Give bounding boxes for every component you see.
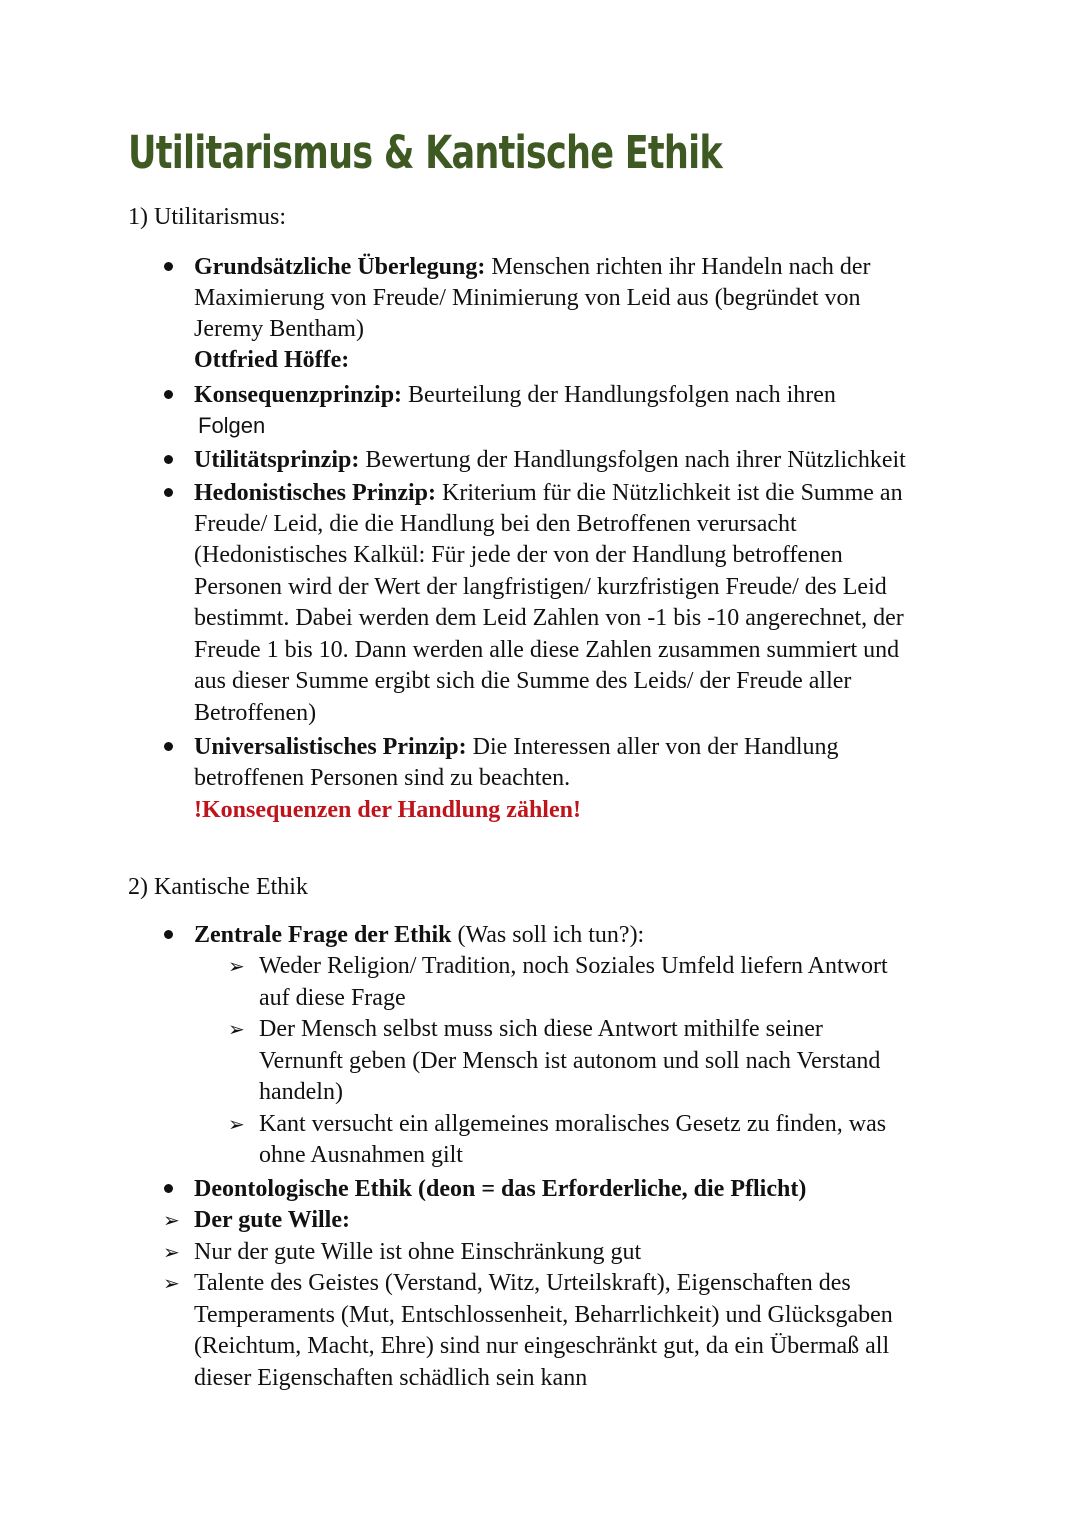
text-line: Freude/ Leid, die die Handlung bei den Betroffenen verursacht: [194, 511, 797, 537]
list-item-text: Talente des Geistes (Verstand, Witz, Urteilskraft), Eigenschaften des: [194, 1270, 851, 1296]
term: Deontologische Ethik (deon = das Erforderliche, die Pflicht): [194, 1176, 807, 1202]
page-title: Utilitarismus & Kantische Ethik: [128, 126, 722, 179]
text-line: betroffenen Personen sind zu beachten.: [194, 765, 571, 791]
list-item-utilitaetsprinzip: [194, 445, 906, 476]
bullet-icon: [164, 930, 173, 939]
list-item-grundsaetzliche-ueberlegung: [194, 252, 871, 283]
text: Kriterium für die Nützlichkeit ist die Summe an: [442, 480, 903, 506]
text-line: Betroffenen): [194, 700, 317, 726]
text-line: aus dieser Summe ergibt sich die Summe des Leids/ der Freude aller: [194, 668, 852, 694]
bullet-icon: [164, 742, 173, 751]
text-line: bestimmt. Dabei werden dem Leid Zahlen von -1 bis -10 angerechnet, der: [194, 605, 904, 631]
subheading-hoeffe: [194, 345, 349, 376]
text-line: Folgen: [198, 413, 266, 438]
text-line: ohne Ausnahmen gilt: [259, 1142, 463, 1168]
text-line: Temperaments (Mut, Entschlossenheit, Beharrlichkeit) und Glücksgaben: [194, 1302, 893, 1328]
sub-item-text: Kant versucht ein allgemeines moralisches Gesetz zu finden, was: [259, 1111, 887, 1137]
term: Der gute Wille:: [194, 1207, 350, 1233]
list-item-deontologische-ethik: [194, 1174, 806, 1205]
list-item-hedonistisches-prinzip: [194, 478, 903, 509]
term: Zentrale Frage der Ethik: [194, 922, 452, 948]
section-heading-kantische-ethik: 2) Kantische Ethik: [128, 874, 308, 900]
text-line: dieser Eigenschaften schädlich sein kann: [194, 1365, 588, 1391]
text-line: auf diese Frage: [259, 985, 406, 1011]
text-line: Maximierung von Freude/ Minimierung von Leid aus (begründet von: [194, 285, 861, 311]
term: Universalistisches Prinzip:: [194, 734, 467, 760]
list-item-konsequenzprinzip: [194, 380, 836, 411]
text-line: Freude 1 bis 10. Dann werden alle diese Zahlen zusammen summiert und: [194, 637, 900, 663]
text-line: (Reichtum, Macht, Ehre) sind nur eingeschränkt gut, da ein Übermaß all: [194, 1333, 890, 1359]
text-line: handeln): [259, 1079, 343, 1105]
arrow-bullet-icon: ➢: [228, 954, 245, 978]
sub-item-text: Der Mensch selbst muss sich diese Antwort mithilfe seiner: [259, 1016, 823, 1042]
term: Konsequenzprinzip:: [194, 382, 403, 408]
arrow-bullet-icon: ➢: [228, 1017, 245, 1041]
text-line: (Hedonistisches Kalkül: Für jede der von der Handlung betroffenen: [194, 542, 843, 568]
section-heading-utilitarismus: 1) Utilitarismus:: [128, 204, 286, 230]
list-item-guter-wille: [194, 1205, 350, 1236]
text: (Was soll ich tun?):: [457, 922, 645, 948]
text: Bewertung der Handlungsfolgen nach ihrer Nützlichkeit: [365, 447, 906, 473]
term: Hedonistisches Prinzip:: [194, 480, 437, 506]
list-item-text: Nur der gute Wille ist ohne Einschränkung gut: [194, 1239, 642, 1265]
text-line: Vernunft geben (Der Mensch ist autonom und soll nach Verstand: [259, 1048, 881, 1074]
bullet-icon: [164, 262, 173, 271]
arrow-bullet-icon: ➢: [228, 1112, 245, 1136]
sub-item-text: Weder Religion/ Tradition, noch Soziales Umfeld liefern Antwort: [259, 953, 888, 979]
bullet-icon: [164, 390, 173, 399]
arrow-bullet-icon: ➢: [163, 1208, 180, 1232]
text-line: Jeremy Bentham): [194, 316, 364, 342]
term: Grundsätzliche Überlegung:: [194, 254, 486, 280]
term: Utilitätsprinzip:: [194, 447, 360, 473]
bullet-icon: [164, 488, 173, 497]
text-line: Personen wird der Wert der langfristigen/ kurzfristigen Freude/ des Leid: [194, 574, 887, 600]
text: Menschen richten ihr Handeln nach der: [491, 254, 871, 280]
list-item-universalistisches-prinzip: [194, 732, 839, 763]
arrow-bullet-icon: ➢: [163, 1271, 180, 1295]
highlight-note: !Konsequenzen der Handlung zählen!: [194, 797, 581, 823]
text: Beurteilung der Handlungsfolgen nach ihren: [408, 382, 836, 408]
bullet-icon: [164, 1184, 173, 1193]
bullet-icon: [164, 455, 173, 464]
list-item-zentrale-frage: [194, 920, 644, 951]
text: Die Interessen aller von der Handlung: [472, 734, 839, 760]
arrow-bullet-icon: ➢: [163, 1240, 180, 1264]
term: Ottfried Höffe:: [194, 347, 350, 373]
